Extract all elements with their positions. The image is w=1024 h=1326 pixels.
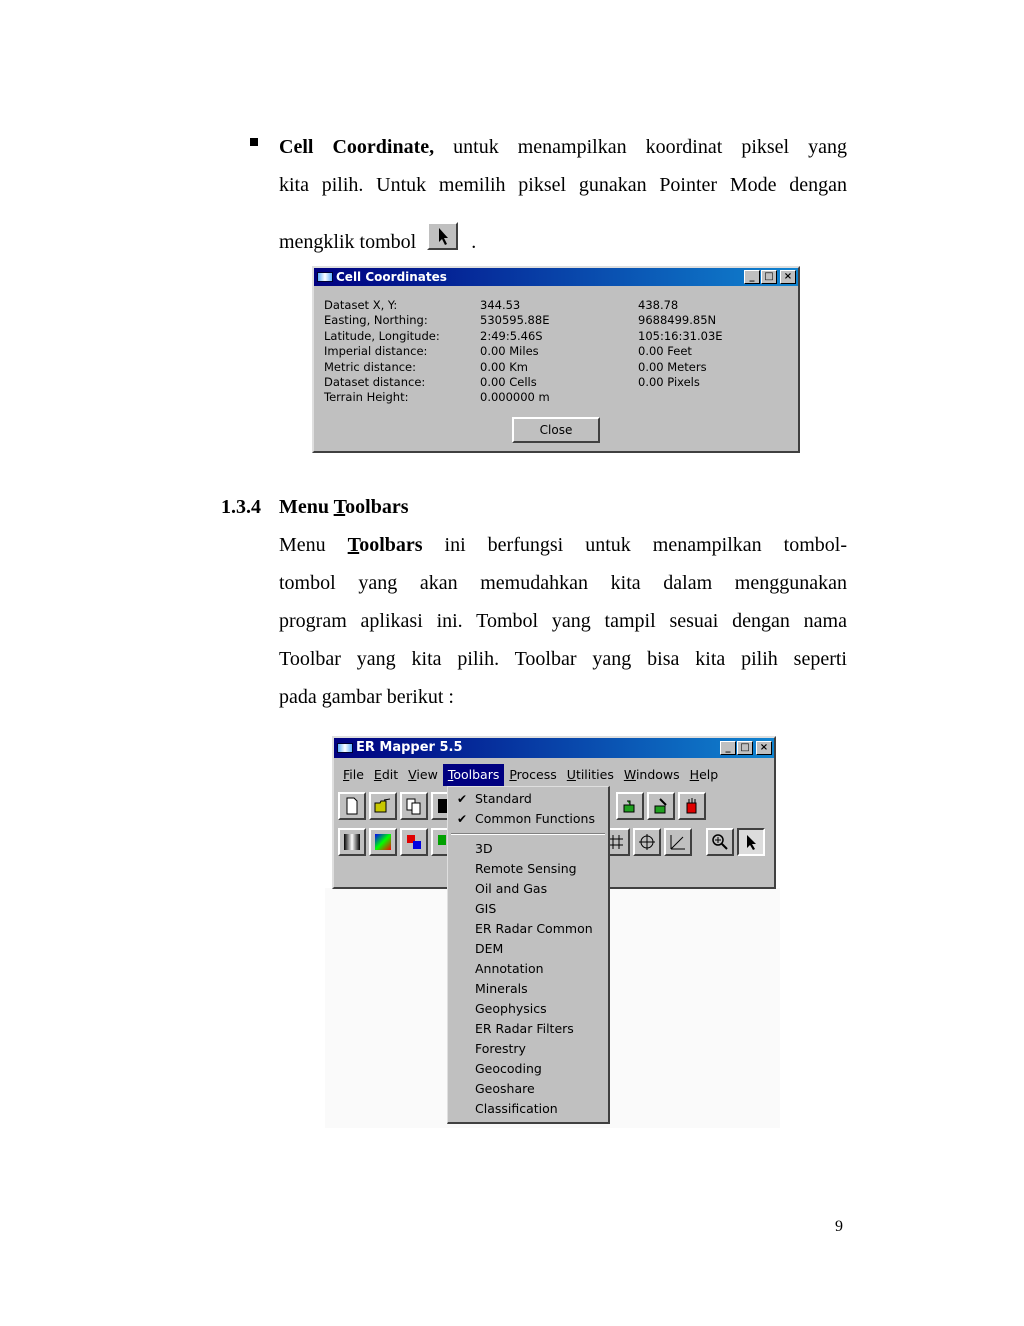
menu-item-geocoding[interactable]: Geocoding xyxy=(475,1061,542,1076)
menu-file[interactable]: File xyxy=(343,767,364,782)
paragraph-line: kita pilih. Untuk memilih piksel gunakan Pointer Mode dengan xyxy=(279,174,847,196)
menu-item-forestry[interactable]: Forestry xyxy=(475,1041,526,1056)
row-value-1: 0.000000 m xyxy=(480,390,550,405)
menu-item-er-radar-filters[interactable]: ER Radar Filters xyxy=(475,1021,574,1036)
ermapper-app-icon xyxy=(317,272,333,282)
row-value-1: 344.53 xyxy=(480,298,521,312)
period: . xyxy=(471,231,477,253)
greyscale-icon[interactable] xyxy=(338,828,366,856)
menu-process[interactable]: Process xyxy=(509,767,557,782)
coordinate-row xyxy=(324,313,428,328)
maximize-button[interactable]: □ xyxy=(737,741,753,755)
menu-item-remote-sensing[interactable]: Remote Sensing xyxy=(475,861,577,876)
menu-item-dem[interactable]: DEM xyxy=(475,941,504,956)
row-label: Dataset X, Y: xyxy=(324,298,398,312)
ermapper-app-icon xyxy=(337,743,353,753)
paragraph-line xyxy=(279,526,847,564)
row-value-2: 105:16:31.03E xyxy=(638,328,723,343)
coordinate-row xyxy=(324,329,440,344)
coordinate-row xyxy=(324,298,397,313)
paragraph-line: Toolbar yang kita pilih. Toolbar yang bisa kita pilih seperti xyxy=(279,648,847,670)
menu-item-standard[interactable]: ✔ Standard xyxy=(448,789,608,809)
transform-icon[interactable] xyxy=(664,828,692,856)
row-label: Latitude, Longitude: xyxy=(324,328,440,343)
row-value-1: 2:49:5.46S xyxy=(480,328,543,343)
toolbars-paragraph xyxy=(279,526,847,716)
paragraph-line xyxy=(279,222,476,261)
row-value-2: 438.78 xyxy=(638,298,679,312)
new-file-icon[interactable] xyxy=(338,792,366,820)
section-number: 1.3.4 xyxy=(221,496,261,518)
crosshair-icon[interactable] xyxy=(633,828,661,856)
common-functions-toolbar-right xyxy=(602,828,765,862)
paragraph-line: pada gambar berikut : xyxy=(279,686,454,708)
cell-coordinates-window xyxy=(312,266,800,453)
menu-toolbars[interactable]: Toolbars xyxy=(443,764,505,786)
pointer-icon[interactable] xyxy=(737,828,765,856)
section-heading xyxy=(221,488,409,526)
open-copy-icon[interactable] xyxy=(400,792,428,820)
heading-text: oolbars xyxy=(345,496,409,518)
window-title: ER Mapper 5.5 xyxy=(356,740,463,755)
standard-toolbar-right xyxy=(616,792,706,826)
menu-item-3d[interactable]: 3D xyxy=(475,841,493,856)
menu-item-er-radar-common[interactable]: ER Radar Common xyxy=(475,921,593,936)
menu-edit[interactable]: Edit xyxy=(373,767,399,782)
window-title: Cell Coordinates xyxy=(336,270,447,284)
paragraph-line xyxy=(279,128,847,166)
underline-letter: T xyxy=(347,534,360,556)
menu-separator xyxy=(451,833,605,835)
menu-item-gis[interactable]: GIS xyxy=(475,901,497,916)
zoom-in-icon[interactable] xyxy=(706,828,734,856)
paragraph-line: program aplikasi ini. Tombol yang tampil sesuai dengan nama xyxy=(279,610,847,632)
row-value-2: 0.00 Pixels xyxy=(638,375,700,389)
menu-item-minerals[interactable]: Minerals xyxy=(475,981,528,996)
coordinate-row xyxy=(324,375,425,390)
window-titlebar xyxy=(334,738,774,758)
close-window-button[interactable]: × xyxy=(756,741,772,755)
checkmark-icon: ✔ xyxy=(457,812,468,826)
cell-coordinate-paragraph xyxy=(279,128,847,204)
menu-item-oil-and-gas[interactable]: Oil and Gas xyxy=(475,881,548,896)
stop-hand-icon[interactable] xyxy=(678,792,706,820)
window-titlebar xyxy=(314,268,798,286)
row-value-2: 0.00 Meters xyxy=(638,359,707,374)
row-value-1: 0.00 Km xyxy=(480,359,529,374)
arrow-pointer-icon xyxy=(429,224,456,248)
menu-windows[interactable]: Windows xyxy=(623,767,680,782)
row-value-2: 0.00 Feet xyxy=(638,344,692,359)
minimize-button[interactable]: _ xyxy=(720,741,736,755)
bold-text: oolbars xyxy=(359,534,423,556)
close-window-button[interactable]: × xyxy=(780,270,796,284)
row-value-1: 0.00 Miles xyxy=(480,344,539,359)
paragraph-text: ini berfungsi untuk menampilkan tombol- xyxy=(422,534,847,556)
standard-toolbar xyxy=(338,792,459,826)
menu-item-annotation[interactable]: Annotation xyxy=(475,961,544,976)
paragraph-line: tombol yang akan memudahkan kita dalam menggunakan xyxy=(279,572,847,594)
menu-view[interactable]: View xyxy=(408,767,438,782)
menu-item-classification[interactable]: Classification xyxy=(475,1101,558,1116)
checkmark-icon: ✔ xyxy=(457,792,468,806)
row-value-2: 9688499.85N xyxy=(638,313,717,328)
bullet-title: Cell Coordinate, xyxy=(279,136,435,158)
heading-underline-letter: T xyxy=(333,496,346,518)
menu-item-geoshare[interactable]: Geoshare xyxy=(475,1081,535,1096)
row-value-1: 530595.88E xyxy=(480,313,550,328)
row-value-1: 0.00 Cells xyxy=(480,375,537,389)
maximize-button[interactable]: □ xyxy=(761,270,777,284)
row-label: Terrain Height: xyxy=(324,390,409,405)
coordinate-row xyxy=(324,390,408,405)
page-number: 9 xyxy=(835,1218,843,1235)
common-functions-toolbar xyxy=(338,828,459,862)
rgb-icon[interactable] xyxy=(400,828,428,856)
close-button[interactable]: Close xyxy=(512,417,600,443)
menu-item-common-functions[interactable]: ✔ Common Functions xyxy=(448,809,608,829)
row-label: Metric distance: xyxy=(324,359,417,374)
row-label: Dataset distance: xyxy=(324,375,426,389)
go-batch-icon[interactable] xyxy=(647,792,675,820)
menu-item-geophysics[interactable]: Geophysics xyxy=(475,1001,547,1016)
menu-utilities[interactable]: Utilities xyxy=(566,767,614,782)
heading-text: Menu xyxy=(279,496,334,518)
row-label: Easting, Northing: xyxy=(324,313,428,328)
toolbars-dropdown-menu xyxy=(447,786,610,1124)
paragraph-text: untuk menampilkan koordinat piksel yang xyxy=(453,136,847,158)
pseudocolor-icon[interactable] xyxy=(369,828,397,856)
pointer-mode-button[interactable] xyxy=(427,222,458,250)
row-label: Imperial distance: xyxy=(324,344,428,359)
coordinate-row xyxy=(324,344,427,359)
go-hand-icon[interactable] xyxy=(616,792,644,820)
menu-help[interactable]: Help xyxy=(689,767,719,782)
coordinate-row xyxy=(324,360,416,375)
open-folder-icon[interactable] xyxy=(369,792,397,820)
paragraph-text: Menu xyxy=(279,534,348,556)
minimize-button[interactable]: _ xyxy=(744,270,760,284)
paragraph-text: mengklik tombol xyxy=(279,231,417,253)
bullet-marker xyxy=(250,138,258,146)
menu-bar xyxy=(338,764,723,786)
